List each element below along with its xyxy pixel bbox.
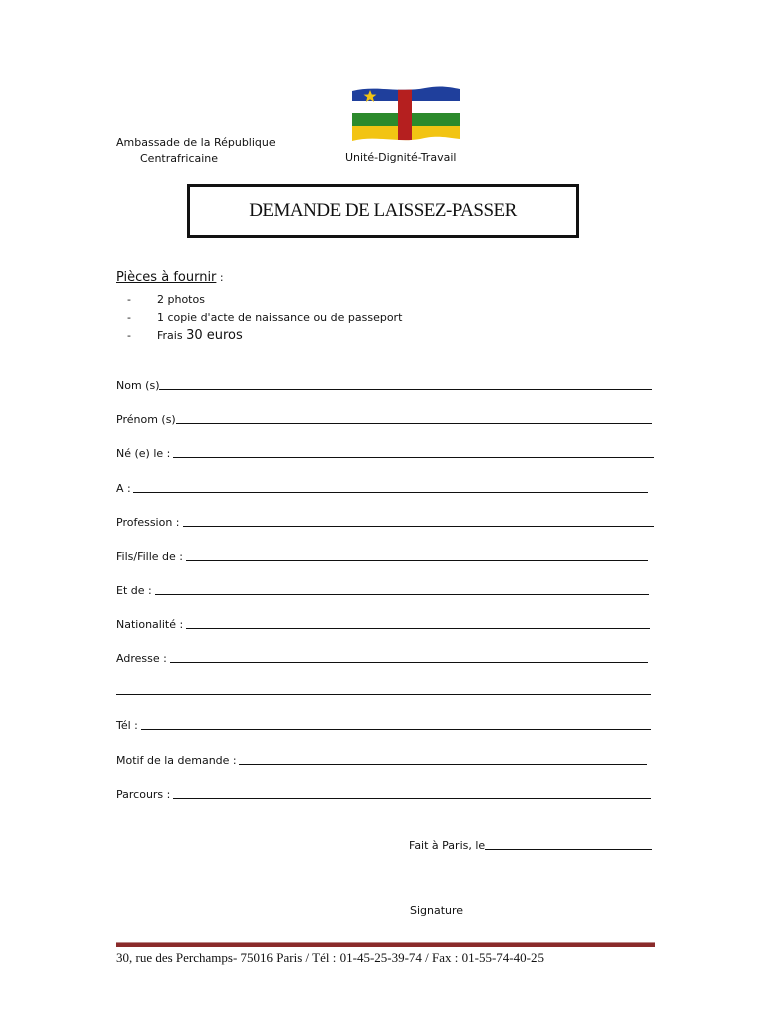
pieces-list xyxy=(127,291,402,345)
field-nom xyxy=(116,376,652,392)
field-a-input[interactable] xyxy=(133,491,648,493)
form-title-box xyxy=(187,184,579,238)
fee-amount: 30 euros xyxy=(186,328,243,343)
embassy-line-1: Ambassade de la République xyxy=(116,136,276,149)
field-tel-input[interactable] xyxy=(141,728,651,730)
list-item xyxy=(127,291,402,309)
field-adresse-input[interactable] xyxy=(170,661,648,663)
field-motif-input[interactable] xyxy=(239,763,647,765)
list-item xyxy=(127,309,402,327)
field-fils-fille-input[interactable] xyxy=(186,559,648,561)
footer-divider xyxy=(116,942,655,947)
field-et-de-label: Et de : xyxy=(116,584,152,597)
field-et-de xyxy=(116,581,649,597)
list-dash: - xyxy=(127,329,131,342)
fait-a-paris-label: Fait à Paris, le xyxy=(409,839,486,852)
field-ne-le-input[interactable] xyxy=(173,456,654,458)
field-nationalite-input[interactable] xyxy=(186,627,650,629)
list-item xyxy=(127,327,402,345)
pieces-heading-text: Pièces à fournir xyxy=(116,270,217,285)
car-flag-icon xyxy=(350,85,462,143)
field-nationalite-label: Nationalité : xyxy=(116,618,184,631)
embassy-name xyxy=(116,135,276,167)
field-motif xyxy=(116,751,647,767)
field-motif-label: Motif de la demande : xyxy=(116,754,237,767)
field-adresse-line-2[interactable] xyxy=(116,694,651,695)
field-tel-label: Tél : xyxy=(116,719,138,732)
field-profession-input[interactable] xyxy=(183,525,654,527)
field-adresse-label: Adresse : xyxy=(116,652,167,665)
field-ne-le-label: Né (e) le : xyxy=(116,447,171,460)
field-nationalite xyxy=(116,615,650,631)
footer-address: 30, rue des Perchamps- 75016 Paris / Tél : 01-45-25-39-74 / Fax : 01-55-74-40-25 xyxy=(116,950,544,965)
field-prenom xyxy=(116,410,652,426)
list-item-text: 1 copie d'acte de naissance ou de passeport xyxy=(157,311,403,324)
list-item-text: Frais xyxy=(157,329,187,342)
fait-a-paris xyxy=(409,836,652,852)
list-dash: - xyxy=(127,293,131,306)
field-profession xyxy=(116,513,654,529)
field-tel xyxy=(116,716,651,732)
field-prenom-label: Prénom (s) xyxy=(116,413,176,426)
list-item-text: 2 photos xyxy=(157,293,205,306)
list-dash: - xyxy=(127,311,131,324)
field-profession-label: Profession : xyxy=(116,516,180,529)
field-et-de-input[interactable] xyxy=(155,593,649,595)
field-prenom-input[interactable] xyxy=(176,422,652,424)
national-motto: Unité-Dignité-Travail xyxy=(345,151,457,164)
pieces-heading xyxy=(116,270,224,285)
form-title: DEMANDE DE LAISSEZ-PASSER xyxy=(249,200,517,221)
field-nom-label: Nom (s) xyxy=(116,379,160,392)
field-parcours-input[interactable] xyxy=(173,797,651,799)
date-input[interactable] xyxy=(485,849,652,850)
field-fils-fille-label: Fils/Fille de : xyxy=(116,550,183,563)
field-ne-le xyxy=(116,444,654,460)
signature-label: Signature xyxy=(410,904,464,917)
embassy-line-2: Centrafricaine xyxy=(140,152,219,165)
field-parcours-label: Parcours : xyxy=(116,788,171,801)
pieces-heading-suffix: : xyxy=(216,271,224,284)
field-nom-input[interactable] xyxy=(159,388,652,390)
field-parcours xyxy=(116,785,651,801)
field-a-label: A : xyxy=(116,482,131,495)
field-fils-fille xyxy=(116,547,648,563)
field-a xyxy=(116,479,648,495)
field-adresse xyxy=(116,649,648,665)
